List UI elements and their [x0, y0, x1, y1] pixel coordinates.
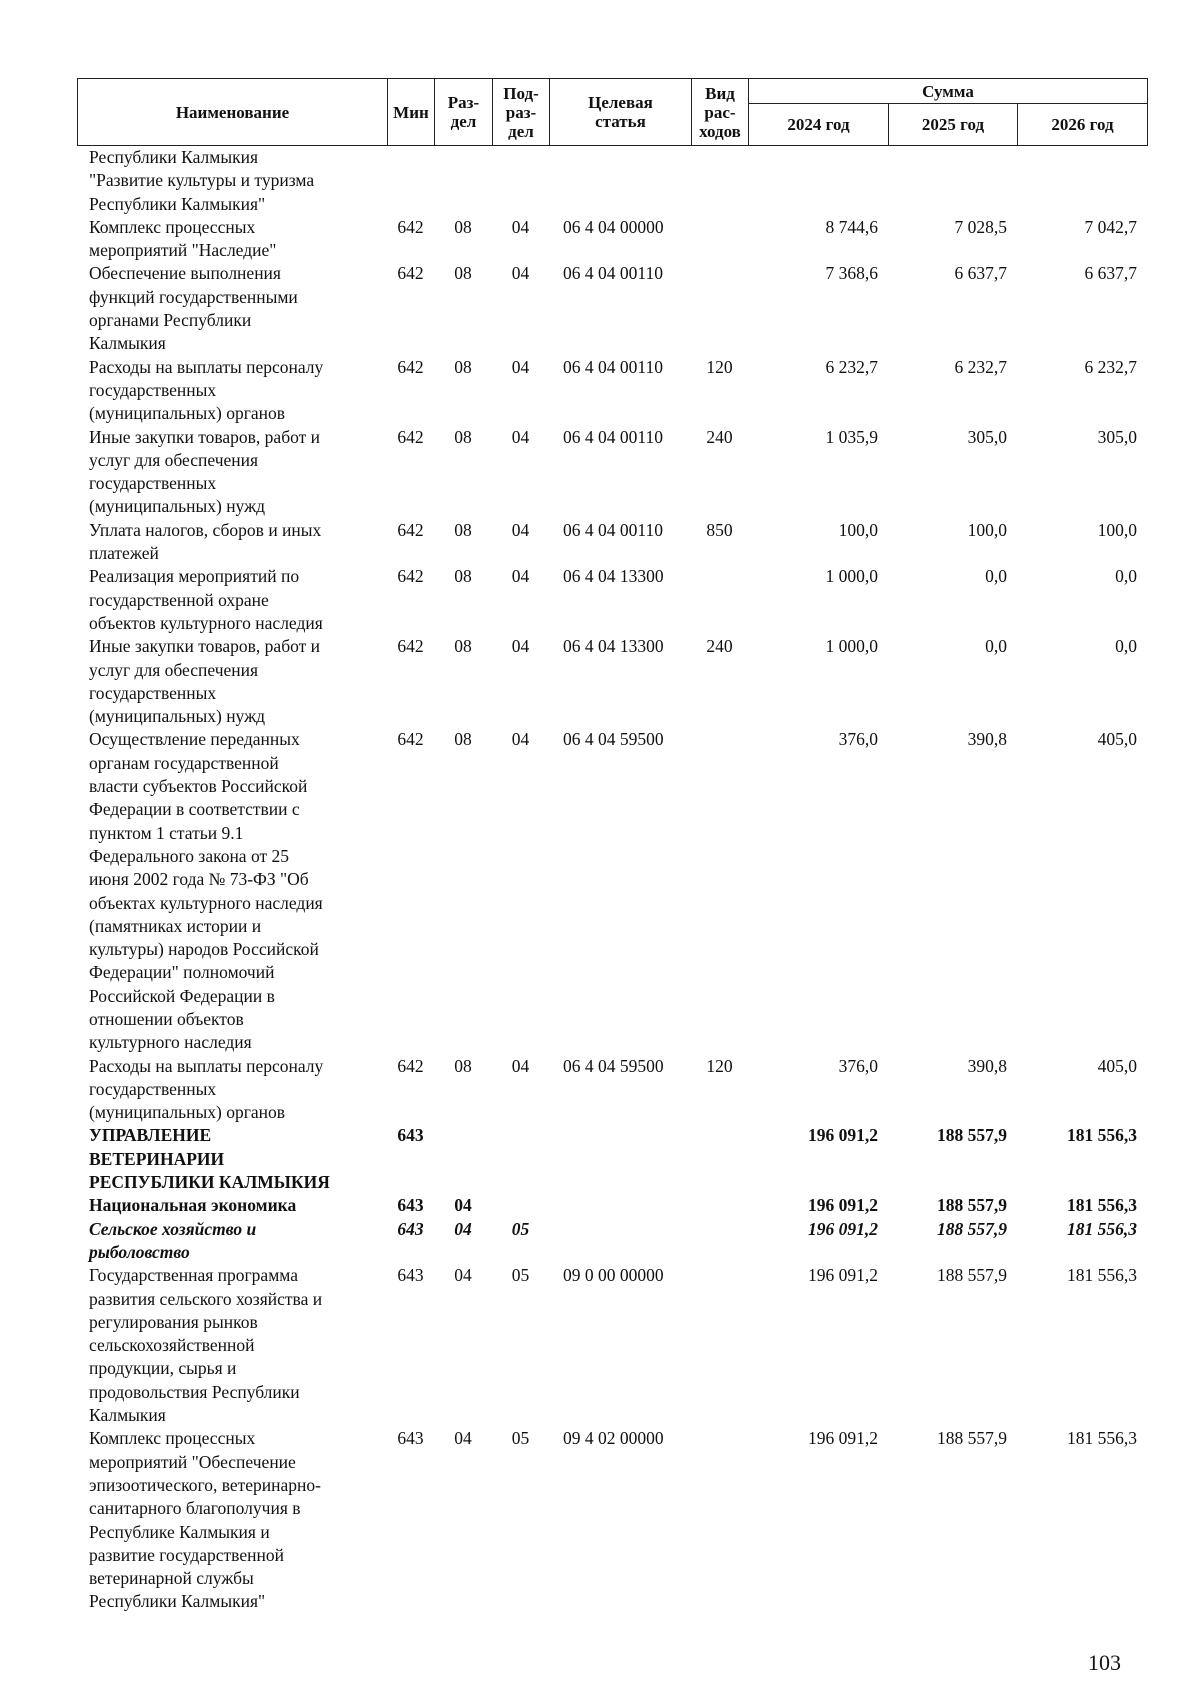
row-name-line: регулирования рынков — [89, 1311, 258, 1332]
row-name-line: мероприятий "Обеспечение — [89, 1451, 296, 1472]
row-target — [549, 1124, 691, 1194]
header-podrazdel-line3: дел — [508, 121, 534, 141]
row-2025: 188 557,9 — [937, 1195, 1007, 1216]
row-2025: 188 557,9 — [937, 1218, 1007, 1239]
row-2026: 7 042,7 — [1084, 216, 1137, 237]
row-2025: 7 028,5 — [954, 216, 1007, 237]
row-2025: 305,0 — [967, 426, 1007, 447]
row-vid — [691, 262, 748, 355]
row-name — [77, 1264, 387, 1427]
row-podrazdel: 04 — [511, 519, 530, 540]
row-name-line: Уплата налогов, сборов и иных — [89, 519, 322, 540]
row-name-line: Сельское хозяйство и — [89, 1218, 257, 1239]
row-podrazdel: 04 — [511, 636, 530, 657]
row-razdel: 08 — [454, 519, 472, 540]
row-name-line: услуг для обеспечения — [89, 659, 259, 680]
table-row — [77, 565, 1147, 635]
header-summa: Сумма — [749, 79, 1148, 104]
row-name — [77, 728, 387, 1054]
header-razdel — [435, 79, 493, 146]
table-row — [77, 1194, 1147, 1217]
row-name-line: "Развитие культуры и туризма — [89, 170, 315, 191]
row-name — [77, 1124, 387, 1194]
row-razdel: 04 — [454, 1218, 472, 1239]
row-name-line: УПРАВЛЕНИЕ — [89, 1125, 212, 1146]
page-number: 103 — [1088, 1650, 1121, 1675]
row-name-line: Федерации" полномочий — [89, 962, 275, 983]
row-name-line: Федерального закона от 25 — [89, 845, 289, 866]
header-razdel-line2: дел — [450, 112, 477, 131]
header-2025: 2025 год — [889, 104, 1018, 146]
row-vid — [691, 1218, 748, 1265]
row-name-line: объектов культурного наследия — [89, 612, 323, 633]
row-2024: 376,0 — [838, 729, 878, 750]
row-name-line: Республики Калмыкия — [89, 147, 259, 167]
row-vid — [691, 1427, 748, 1613]
row-name — [77, 262, 387, 355]
row-target: 09 4 02 00000 — [563, 1428, 664, 1449]
row-name-line: Российской Федерации в — [89, 985, 275, 1006]
row-name-line: июня 2002 года № 73-ФЗ "Об — [89, 869, 309, 890]
row-name — [77, 519, 387, 566]
row-2024: 1 035,9 — [825, 426, 878, 447]
header-target-line2: статья — [595, 112, 646, 131]
table-row — [77, 1124, 1147, 1194]
row-razdel: 08 — [454, 356, 472, 377]
row-vid — [691, 565, 748, 635]
row-name-line: объектах культурного наследия — [89, 892, 323, 913]
row-name-line: Реализация мероприятий по — [89, 566, 300, 587]
table-row — [77, 635, 1147, 728]
row-target: 06 4 04 00000 — [563, 216, 664, 237]
row-2025: 188 557,9 — [937, 1265, 1007, 1286]
row-min: 642 — [397, 636, 424, 657]
row-name-line: Государственная программа — [89, 1265, 298, 1286]
table-row — [77, 1055, 1147, 1125]
row-name-line: Осуществление переданных — [89, 729, 300, 750]
row-podrazdel — [492, 146, 549, 216]
row-name-line: (муниципальных) нужд — [89, 496, 266, 517]
row-name-line: сельскохозяйственной — [89, 1335, 255, 1356]
table-header — [77, 78, 1148, 146]
row-name-line: культуры) народов Российской — [89, 939, 319, 960]
row-name-line: государственных — [89, 379, 217, 400]
row-2024: 6 232,7 — [825, 356, 878, 377]
row-name — [77, 635, 387, 728]
row-vid: 240 — [706, 426, 733, 447]
row-2026 — [1017, 146, 1147, 216]
row-name-line: Калмыкия — [89, 333, 166, 354]
row-name-line: государственной охране — [89, 589, 269, 610]
row-target: 06 4 04 13300 — [563, 566, 664, 587]
row-name-line: государственных — [89, 682, 217, 703]
row-podrazdel: 04 — [511, 216, 530, 237]
table-row — [77, 1218, 1147, 1265]
row-2025: 6 637,7 — [954, 263, 1007, 284]
row-name-line: продовольствия Республики — [89, 1381, 300, 1402]
row-2024: 100,0 — [838, 519, 878, 540]
row-podrazdel: 05 — [511, 1218, 530, 1239]
row-2026: 181 556,3 — [1067, 1428, 1137, 1449]
row-target: 06 4 04 00110 — [563, 356, 663, 377]
row-vid — [691, 728, 748, 1054]
row-2024: 196 091,2 — [808, 1428, 878, 1449]
table-row — [77, 1264, 1147, 1427]
table-row — [77, 519, 1147, 566]
row-name — [77, 216, 387, 263]
row-name-line: Обеспечение выполнения — [89, 263, 281, 284]
row-2025: 100,0 — [967, 519, 1007, 540]
row-vid — [691, 1194, 748, 1217]
row-2026: 100,0 — [1097, 519, 1137, 540]
row-razdel: 08 — [454, 263, 472, 284]
row-target: 06 4 04 59500 — [563, 1055, 664, 1076]
row-2024: 1 000,0 — [825, 636, 878, 657]
row-2026: 181 556,3 — [1067, 1195, 1137, 1216]
row-2024: 196 091,2 — [808, 1195, 878, 1216]
row-name-line: (памятниках истории и — [89, 915, 262, 936]
row-name-line: мероприятий "Наследие" — [89, 240, 277, 261]
row-2025: 0,0 — [985, 636, 1007, 657]
header-vid-line1: Вид — [705, 83, 735, 103]
row-podrazdel: 04 — [511, 566, 530, 587]
row-2024: 7 368,6 — [825, 263, 878, 284]
row-2024 — [748, 146, 888, 216]
table-row — [77, 146, 1147, 216]
row-podrazdel: 04 — [511, 356, 530, 377]
row-razdel: 04 — [454, 1195, 472, 1216]
row-podrazdel: 05 — [511, 1265, 530, 1286]
header-vid-line2: рас- — [704, 102, 736, 122]
row-name-line: Республики Калмыкия" — [89, 1591, 266, 1612]
budget-page — [77, 78, 1147, 1614]
row-razdel: 08 — [454, 1055, 472, 1076]
table-body — [77, 146, 1147, 1614]
row-name — [77, 1427, 387, 1613]
row-name-line: Федерации в соответствии с — [89, 799, 300, 820]
row-target — [549, 146, 691, 216]
row-target: 09 0 00 00000 — [563, 1265, 664, 1286]
row-name-line: Комплекс процессных — [89, 216, 256, 237]
row-name-line: эпизоотического, ветеринарно- — [89, 1474, 321, 1495]
header-min: Мин — [388, 79, 435, 146]
header-razdel-line1: Раз- — [447, 93, 480, 112]
row-target — [549, 1194, 691, 1217]
row-name-line: отношении объектов — [89, 1008, 244, 1029]
row-podrazdel: 04 — [511, 426, 530, 447]
row-min: 642 — [397, 729, 424, 750]
row-2025: 390,8 — [967, 1055, 1007, 1076]
row-name-line: (муниципальных) органов — [89, 403, 286, 424]
budget-table — [77, 146, 1147, 1614]
row-2025: 188 557,9 — [937, 1428, 1007, 1449]
row-2025: 390,8 — [967, 729, 1007, 750]
row-name — [77, 565, 387, 635]
row-min: 642 — [397, 263, 424, 284]
row-min: 642 — [397, 566, 424, 587]
row-name-line: (муниципальных) нужд — [89, 706, 266, 727]
row-target: 06 4 04 59500 — [563, 729, 664, 750]
row-min — [387, 146, 434, 216]
row-vid: 240 — [706, 636, 733, 657]
header-2024: 2024 год — [749, 104, 889, 146]
header-2026: 2026 год — [1018, 104, 1148, 146]
row-podrazdel: 04 — [511, 1055, 530, 1076]
row-vid — [691, 1124, 748, 1194]
row-razdel: 04 — [454, 1428, 472, 1449]
row-2026: 305,0 — [1097, 426, 1137, 447]
row-name-line: функций государственными — [89, 286, 298, 307]
row-2025: 0,0 — [985, 566, 1007, 587]
row-2024: 196 091,2 — [808, 1125, 878, 1146]
row-name — [77, 356, 387, 426]
row-vid — [691, 1264, 748, 1427]
row-podrazdel: 04 — [511, 729, 530, 750]
row-razdel: 04 — [454, 1265, 472, 1286]
row-target: 06 4 04 00110 — [563, 426, 663, 447]
row-2025 — [888, 146, 1017, 216]
row-min: 642 — [397, 1055, 424, 1076]
row-podrazdel — [492, 1194, 549, 1217]
row-name-line: (муниципальных) органов — [89, 1102, 286, 1123]
row-razdel: 08 — [454, 426, 472, 447]
header-podrazdel-line1: Под- — [503, 83, 539, 103]
row-name-line: Республике Калмыкия и — [89, 1521, 270, 1542]
header-podrazdel-line2: раз- — [505, 102, 537, 122]
row-name-line: РЕСПУБЛИКИ КАЛМЫКИЯ — [89, 1172, 330, 1193]
row-min: 642 — [397, 216, 424, 237]
row-2026: 181 556,3 — [1067, 1218, 1137, 1239]
row-min: 643 — [397, 1265, 424, 1286]
table-row — [77, 1427, 1147, 1613]
row-2026: 6 232,7 — [1084, 356, 1137, 377]
row-razdel: 08 — [454, 566, 472, 587]
header-name: Наименование — [78, 79, 388, 146]
table-row — [77, 262, 1147, 355]
row-name-line: услуг для обеспечения — [89, 449, 259, 470]
row-name-line: платежей — [89, 543, 159, 564]
row-2026: 405,0 — [1097, 1055, 1137, 1076]
row-name — [77, 146, 387, 216]
row-name-line: Иные закупки товаров, работ и — [89, 426, 321, 447]
header-target — [550, 79, 692, 146]
row-target — [549, 1218, 691, 1265]
row-name — [77, 1218, 387, 1265]
row-min: 643 — [397, 1195, 424, 1216]
row-min: 643 — [397, 1428, 424, 1449]
row-target: 06 4 04 00110 — [563, 519, 663, 540]
row-2025: 6 232,7 — [954, 356, 1007, 377]
row-razdel — [434, 1124, 492, 1194]
row-2026: 0,0 — [1115, 566, 1137, 587]
row-name-line: ветеринарной службы — [89, 1568, 254, 1589]
row-razdel — [434, 146, 492, 216]
row-razdel: 08 — [454, 216, 472, 237]
row-name-line: развитие государственной — [89, 1544, 284, 1565]
row-name-line: Расходы на выплаты персоналу — [89, 356, 324, 377]
row-name-line: органам государственной — [89, 752, 279, 773]
row-name-line: рыболовство — [89, 1241, 190, 1262]
row-name-line: Республики Калмыкия" — [89, 193, 266, 214]
row-target: 06 4 04 00110 — [563, 263, 663, 284]
row-name — [77, 1055, 387, 1125]
row-min: 642 — [397, 426, 424, 447]
row-name-line: ВЕТЕРИНАРИИ — [89, 1148, 225, 1169]
row-name-line: пунктом 1 статьи 9.1 — [89, 822, 244, 843]
row-2026: 181 556,3 — [1067, 1265, 1137, 1286]
row-name-line: Иные закупки товаров, работ и — [89, 636, 321, 657]
row-name-line: власти субъектов Российской — [89, 776, 308, 797]
row-min: 642 — [397, 519, 424, 540]
row-name-line: Расходы на выплаты персоналу — [89, 1055, 324, 1076]
row-target: 06 4 04 13300 — [563, 636, 664, 657]
row-2026: 6 637,7 — [1084, 263, 1137, 284]
row-vid — [691, 216, 748, 263]
row-2026: 181 556,3 — [1067, 1125, 1137, 1146]
row-2026: 0,0 — [1115, 636, 1137, 657]
table-row — [77, 728, 1147, 1054]
row-name-line: Комплекс процессных — [89, 1428, 256, 1449]
row-2025: 188 557,9 — [937, 1125, 1007, 1146]
table-row — [77, 356, 1147, 426]
row-name-line: развития сельского хозяйства и — [89, 1288, 323, 1309]
table-row — [77, 216, 1147, 263]
header-podrazdel — [493, 79, 550, 146]
row-2024: 1 000,0 — [825, 566, 878, 587]
row-podrazdel: 04 — [511, 263, 530, 284]
table-row — [77, 426, 1147, 519]
row-vid — [691, 146, 748, 216]
row-name-line: государственных — [89, 473, 217, 494]
header-target-line1: Целевая — [588, 93, 653, 112]
row-min: 643 — [397, 1218, 424, 1239]
row-2024: 8 744,6 — [825, 216, 878, 237]
row-vid: 120 — [706, 356, 733, 377]
row-2026: 405,0 — [1097, 729, 1137, 750]
row-razdel: 08 — [454, 729, 472, 750]
row-name — [77, 1194, 387, 1217]
header-vid — [692, 79, 749, 146]
row-name-line: органами Республики — [89, 310, 252, 331]
row-vid: 120 — [706, 1055, 733, 1076]
row-min: 642 — [397, 356, 424, 377]
row-name-line: культурного наследия — [89, 1032, 252, 1053]
row-name-line: Калмыкия — [89, 1405, 166, 1426]
row-name — [77, 426, 387, 519]
row-podrazdel — [492, 1124, 549, 1194]
row-name-line: Национальная экономика — [89, 1195, 297, 1216]
row-2024: 196 091,2 — [808, 1265, 878, 1286]
row-podrazdel: 05 — [511, 1428, 530, 1449]
row-razdel: 08 — [454, 636, 472, 657]
row-vid: 850 — [706, 519, 733, 540]
row-2024: 376,0 — [838, 1055, 878, 1076]
row-min: 643 — [397, 1125, 424, 1146]
row-name-line: государственных — [89, 1078, 217, 1099]
row-name-line: санитарного благополучия в — [89, 1498, 301, 1519]
header-vid-line3: ходов — [699, 121, 741, 141]
row-name-line: продукции, сырья и — [89, 1358, 237, 1379]
row-2024: 196 091,2 — [808, 1218, 878, 1239]
